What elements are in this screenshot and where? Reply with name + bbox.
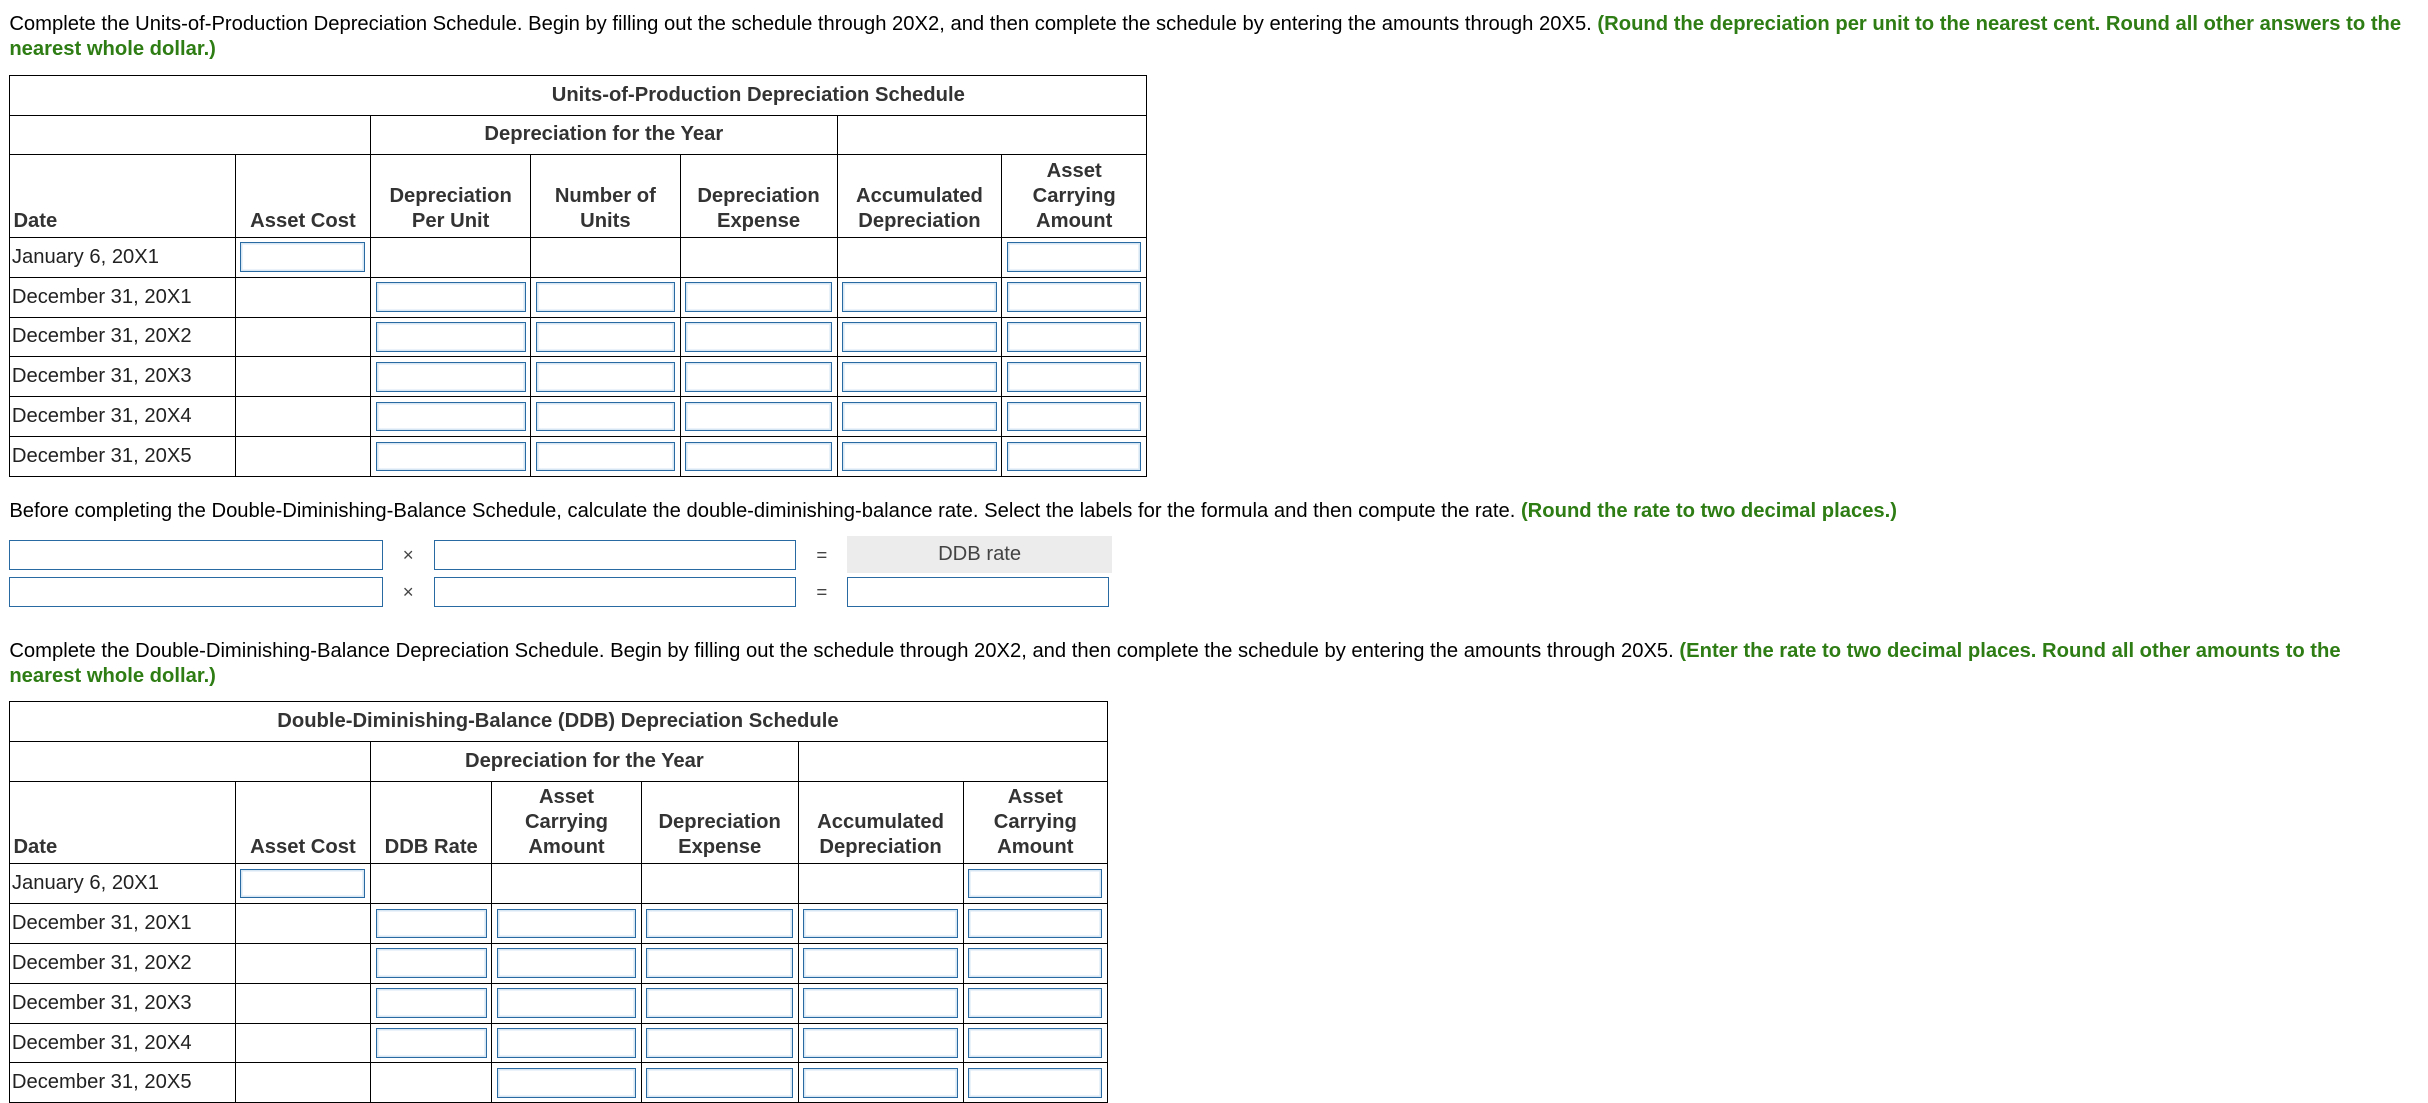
number-of-units-input[interactable] — [536, 282, 675, 312]
col-header-depreciation-expense: Depreciation Expense — [641, 781, 798, 863]
col-header-ddb-rate: DDB Rate — [371, 781, 492, 863]
ddb-rate-instructions-text: Before completing the Double-Diminishing-Balance Schedule, calculate the double-diminishing-balance rate. Select the labels for the formula and then compute the rate. — [9, 499, 1521, 522]
accumulated-depreciation-input[interactable] — [803, 1028, 957, 1058]
accumulated-depreciation-input[interactable] — [842, 282, 996, 312]
formula-label-select-1[interactable] — [9, 540, 382, 570]
table-row — [10, 317, 1147, 357]
ddb-rate-input[interactable] — [376, 988, 487, 1018]
formula-value-row — [9, 573, 2427, 610]
carrying-amount-input[interactable] — [968, 909, 1102, 939]
formula-value-input-1[interactable] — [9, 577, 382, 607]
ddb-instructions — [0, 611, 2427, 689]
carrying-amount-input[interactable] — [968, 988, 1102, 1018]
uop-schedule-table — [9, 75, 1147, 477]
table-row — [10, 864, 1108, 904]
number-of-units-input[interactable] — [536, 362, 675, 392]
ddb-group-header: Depreciation for the Year — [371, 741, 799, 781]
uop-instructions-text: Complete the Units-of-Production Depreciation Schedule. Begin by filling out the schedule through 20X2, and then complete the schedule by entering the amounts through 20X5. — [9, 13, 1598, 36]
row-date: December 31, 20X1 — [10, 277, 235, 317]
depreciation-per-unit-input[interactable] — [376, 442, 526, 472]
carrying-amount-input[interactable] — [1007, 442, 1141, 472]
carrying-amount-input[interactable] — [1007, 362, 1141, 392]
table-row — [10, 983, 1108, 1023]
ddb-rate-input[interactable] — [376, 948, 487, 978]
depreciation-expense-input[interactable] — [685, 362, 832, 392]
accumulated-depreciation-input[interactable] — [803, 909, 957, 939]
depreciation-expense-input[interactable] — [685, 442, 832, 472]
accumulated-depreciation-input[interactable] — [803, 948, 957, 978]
carrying-amount-input[interactable] — [1007, 282, 1141, 312]
col-header-accumulated-depreciation: Accumulated Depreciation — [798, 781, 963, 863]
uop-rounding-note: (Round the depreciation per unit to the nearest cent. Round all other answers to the nearest whole dollar.) — [9, 13, 2402, 61]
equals-symbol: = — [816, 543, 828, 565]
ddb-table-title: Double-Diminishing-Balance (DDB) Depreciation Schedule — [277, 709, 839, 732]
asset-carrying-amount-year-input[interactable] — [497, 948, 636, 978]
table-row — [10, 277, 1147, 317]
formula-value-input-2[interactable] — [434, 577, 796, 607]
row-date: December 31, 20X5 — [10, 1063, 235, 1103]
asset-carrying-amount-year-input[interactable] — [497, 909, 636, 939]
ddb-rate-input[interactable] — [376, 909, 487, 939]
accumulated-depreciation-input[interactable] — [842, 402, 996, 432]
row-date: December 31, 20X5 — [10, 437, 235, 477]
carrying-amount-input[interactable] — [1007, 322, 1141, 352]
accumulated-depreciation-input[interactable] — [803, 988, 957, 1018]
formula-label-select-2[interactable] — [434, 540, 796, 570]
carrying-amount-input[interactable] — [1007, 242, 1141, 272]
times-symbol: × — [402, 581, 414, 603]
depreciation-expense-input[interactable] — [685, 322, 832, 352]
col-header-asset-carrying-amount: Asset Carrying Amount — [1002, 155, 1147, 237]
accumulated-depreciation-input[interactable] — [842, 362, 996, 392]
number-of-units-input[interactable] — [536, 442, 675, 472]
depreciation-per-unit-input[interactable] — [376, 402, 526, 432]
ddb-rate-rounding-note: (Round the rate to two decimal places.) — [1520, 499, 1898, 522]
col-header-depreciation-expense: Depreciation Expense — [680, 155, 837, 237]
col-header-asset-cost: Asset Cost — [235, 155, 370, 237]
table-row — [10, 903, 1108, 943]
col-header-accumulated-depreciation: Accumulated Depreciation — [837, 155, 1002, 237]
row-date: December 31, 20X3 — [10, 983, 235, 1023]
row-date: December 31, 20X2 — [10, 317, 235, 357]
ddb-rate-label: DDB rate — [847, 536, 1111, 573]
col-header-asset-carrying-amount: Asset Carrying Amount — [963, 781, 1108, 863]
accumulated-depreciation-input[interactable] — [842, 322, 996, 352]
asset-carrying-amount-year-input[interactable] — [497, 1068, 636, 1098]
row-date: December 31, 20X1 — [10, 903, 235, 943]
ddb-rate-result-input[interactable] — [847, 577, 1108, 607]
depreciation-expense-input[interactable] — [685, 282, 832, 312]
col-header-date: Date — [10, 781, 235, 863]
ddb-instructions-text: Complete the Double-Diminishing-Balance Depreciation Schedule. Begin by filling out the schedule through 20X2, and then complete the schedule by entering the amounts through 20X5. — [9, 639, 1680, 662]
carrying-amount-input[interactable] — [968, 1028, 1102, 1058]
col-header-date: Date — [10, 155, 235, 237]
asset-cost-input[interactable] — [240, 869, 365, 899]
carrying-amount-input[interactable] — [968, 1068, 1102, 1098]
ddb-schedule-table — [9, 701, 1108, 1103]
table-row — [10, 1023, 1108, 1063]
formula-label-row — [9, 536, 1113, 573]
row-date: December 31, 20X2 — [10, 943, 235, 983]
depreciation-expense-input[interactable] — [646, 909, 793, 939]
uop-group-header: Depreciation for the Year — [371, 115, 837, 155]
ddb-rate-input[interactable] — [376, 1028, 487, 1058]
ddb-rate-instructions — [0, 477, 2427, 524]
table-row — [10, 237, 1147, 277]
table-row — [10, 437, 1147, 477]
row-date: January 6, 20X1 — [10, 864, 235, 904]
row-date: January 6, 20X1 — [10, 237, 235, 277]
col-header-number-of-units: Number of Units — [531, 155, 680, 237]
carrying-amount-input[interactable] — [968, 948, 1102, 978]
depreciation-per-unit-input[interactable] — [376, 282, 526, 312]
uop-instructions — [0, 0, 2427, 62]
depreciation-expense-input[interactable] — [685, 402, 832, 432]
equals-symbol: = — [816, 581, 828, 603]
times-symbol: × — [402, 543, 414, 565]
table-row — [10, 1063, 1108, 1103]
accumulated-depreciation-input[interactable] — [842, 442, 996, 472]
accumulated-depreciation-input[interactable] — [803, 1068, 957, 1098]
row-date: December 31, 20X4 — [10, 397, 235, 437]
depreciation-expense-input[interactable] — [646, 948, 793, 978]
ddb-rate-formula — [9, 536, 2427, 611]
depreciation-per-unit-input[interactable] — [376, 362, 526, 392]
carrying-amount-input[interactable] — [1007, 402, 1141, 432]
uop-table-title: Units-of-Production Depreciation Schedule — [371, 75, 1147, 115]
col-header-asset-carrying-amount-year: Asset Carrying Amount — [492, 781, 641, 863]
col-header-depreciation-per-unit: Depreciation Per Unit — [371, 155, 531, 237]
table-row — [10, 357, 1147, 397]
row-date: December 31, 20X4 — [10, 1023, 235, 1063]
depreciation-expense-input[interactable] — [646, 1068, 793, 1098]
depreciation-expense-input[interactable] — [646, 1028, 793, 1058]
col-header-asset-cost: Asset Cost — [235, 781, 370, 863]
row-date: December 31, 20X3 — [10, 357, 235, 397]
carrying-amount-input[interactable] — [968, 869, 1102, 899]
number-of-units-input[interactable] — [536, 402, 675, 432]
depreciation-expense-input[interactable] — [646, 988, 793, 1018]
ddb-rounding-note: (Enter the rate to two decimal places. Round all other amounts to the nearest whole dollar.) — [9, 639, 2341, 687]
table-row — [10, 943, 1108, 983]
depreciation-per-unit-input[interactable] — [376, 322, 526, 352]
asset-cost-input[interactable] — [240, 242, 365, 272]
asset-carrying-amount-year-input[interactable] — [497, 988, 636, 1018]
table-row — [10, 397, 1147, 437]
asset-carrying-amount-year-input[interactable] — [497, 1028, 636, 1058]
number-of-units-input[interactable] — [536, 322, 675, 352]
